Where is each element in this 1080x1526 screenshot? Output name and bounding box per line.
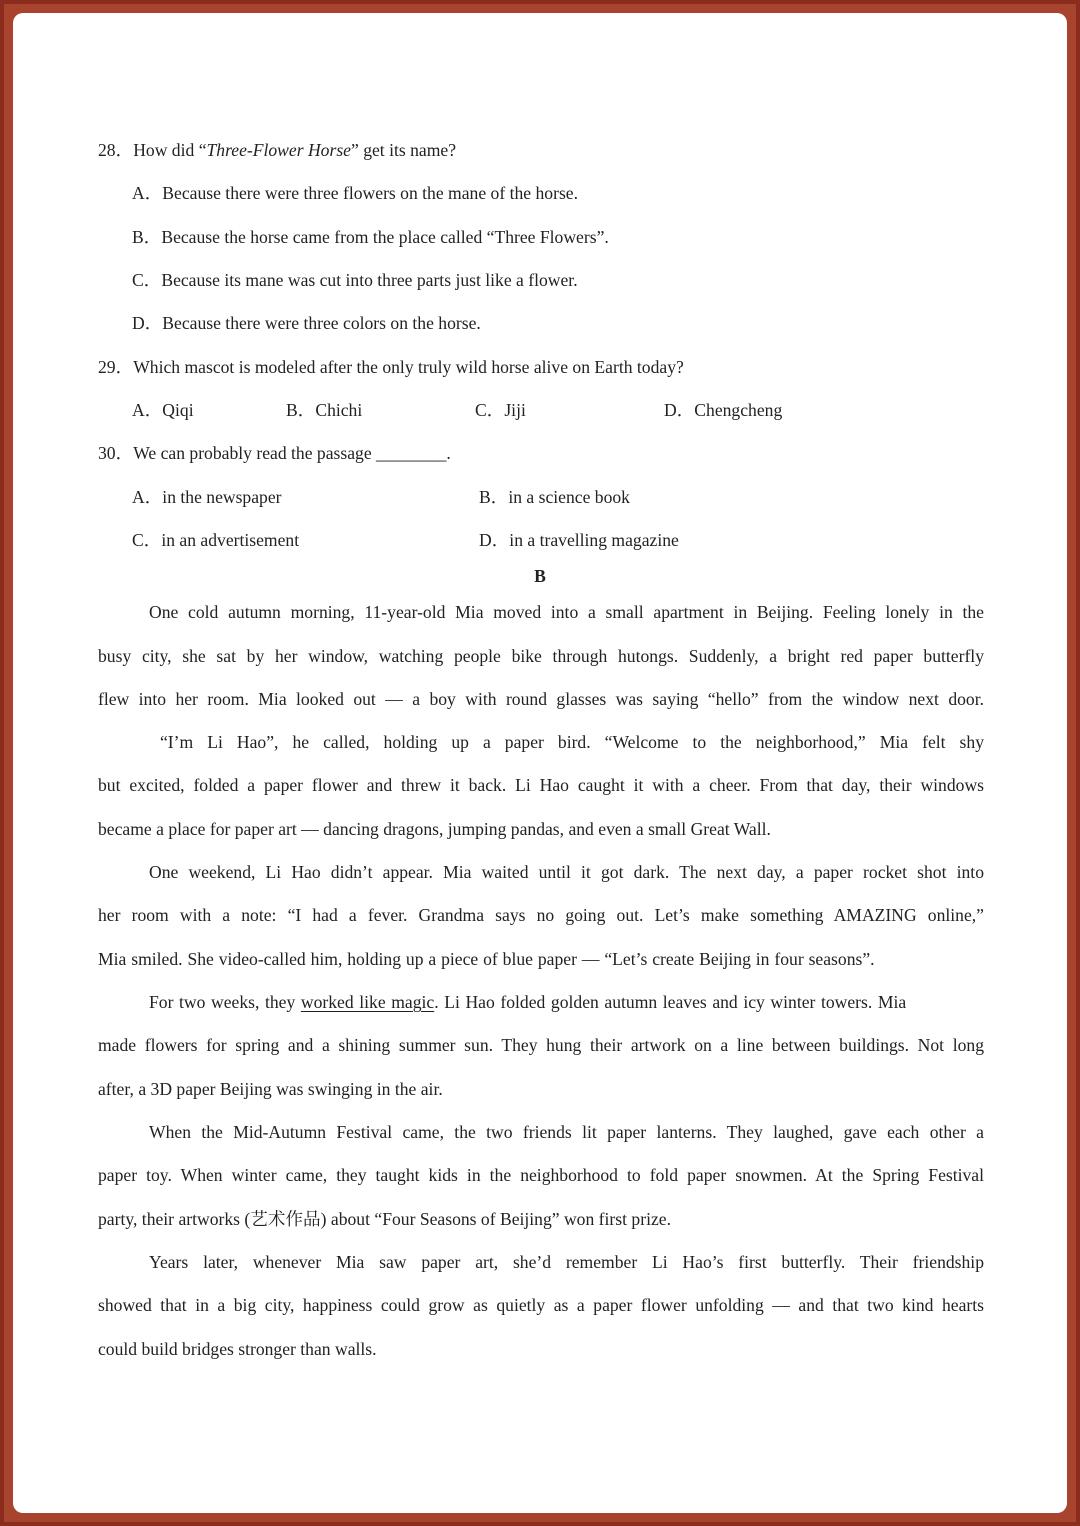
q30-option-a: A．in the newspaper: [132, 487, 282, 507]
question-text-post: ” get its name?: [350, 140, 457, 160]
q30-option-d: D．in a travelling magazine: [479, 530, 679, 550]
passage-line: her room with a note: “I had a fever. Grandma says no going out. Let’s make something AMAZING online,”: [98, 905, 984, 925]
passage-line-underline: [149, 992, 906, 1012]
passage-line: showed that in a big city, happiness could grow as quietly as a paper flower unfolding — and that two kind hearts: [98, 1295, 984, 1315]
question-29: 29．Which mascot is modeled after the only truly wild horse alive on Earth today?: [98, 357, 684, 377]
passage-line: party, their artworks (艺术作品) about “Four Seasons of Beijing” won first prize.: [98, 1209, 671, 1229]
q28-option-c: C．Because its mane was cut into three parts just like a flower.: [132, 270, 578, 290]
q29-option-b: B．Chichi: [286, 400, 363, 420]
passage-line: When the Mid-Autumn Festival came, the two friends lit paper lanterns. They laughed, gave each other a: [149, 1122, 984, 1142]
q29-option-d: D．Chengcheng: [664, 400, 783, 420]
passage-heading: B: [534, 566, 546, 586]
passage-line: but excited, folded a paper flower and threw it back. Li Hao caught it with a cheer. From that day, their windows: [98, 775, 984, 795]
passage-line: paper toy. When winter came, they taught kids in the neighborhood to fold paper snowmen. At the Spring Festival: [98, 1165, 984, 1185]
passage-text: For two weeks, they: [149, 992, 301, 1012]
underlined-phrase: worked like magic: [300, 992, 435, 1012]
question-number: 28．: [98, 140, 134, 160]
passage-text: . Li Hao folded golden autumn leaves and icy winter towers. Mia: [434, 992, 907, 1012]
passage-line: could build bridges stronger than walls.: [98, 1339, 377, 1359]
q28-option-b: B．Because the horse came from the place called “Three Flowers”.: [132, 227, 609, 247]
passage-line: made flowers for spring and a shining summer sun. They hung their artwork on a line between buildings. Not long: [98, 1035, 984, 1055]
passage-line: Mia smiled. She video-called him, holding up a piece of blue paper — “Let’s create Beijing in four seasons”.: [98, 949, 875, 969]
q30-option-c: C．in an advertisement: [132, 530, 300, 550]
question-text-pre: How did “: [133, 140, 207, 160]
q28-option-d: D．Because there were three colors on the horse.: [132, 313, 481, 333]
q30-option-b: B．in a science book: [479, 487, 630, 507]
question-30: 30．We can probably read the passage ________.: [98, 443, 451, 463]
question-28: [98, 140, 456, 160]
passage-line: became a place for paper art — dancing dragons, jumping pandas, and even a small Great Wall.: [98, 819, 771, 839]
passage-line: One weekend, Li Hao didn’t appear. Mia waited until it got dark. The next day, a paper rocket shot into: [149, 862, 984, 882]
passage-line: One cold autumn morning, 11-year-old Mia moved into a small apartment in Beijing. Feeling lonely in the: [149, 602, 984, 622]
q28-option-a: A．Because there were three flowers on the mane of the horse.: [132, 183, 579, 203]
q29-option-a: A．Qiqi: [132, 400, 194, 420]
passage-line: busy city, she sat by her window, watching people bike through hutongs. Suddenly, a bright red paper butterfly: [98, 646, 984, 666]
q29-option-c: C．Jiji: [475, 400, 526, 420]
passage-line: Years later, whenever Mia saw paper art, she’d remember Li Hao’s first butterfly. Their friendship: [149, 1252, 984, 1272]
passage-line: after, a 3D paper Beijing was swinging in the air.: [98, 1079, 443, 1099]
passage-line: flew into her room. Mia looked out — a boy with round glasses was saying “hello” from the window next door.: [98, 689, 984, 709]
passage-line: “I’m Li Hao”, he called, holding up a paper bird. “Welcome to the neighborhood,” Mia felt shy: [160, 732, 984, 752]
question-italic-term: Three-Flower Horse: [206, 140, 351, 160]
